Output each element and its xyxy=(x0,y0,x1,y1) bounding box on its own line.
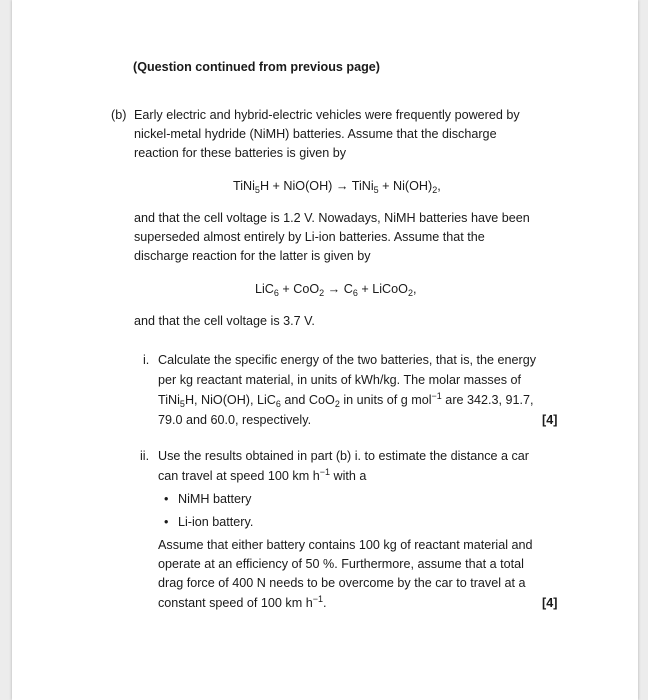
q-i-label: i. xyxy=(143,353,150,367)
q-ii-line-1: Use the results obtained in part (b) i. to estimate the distance a car xyxy=(158,449,530,463)
mid-line-3: discharge reaction for the latter is given by xyxy=(134,249,371,263)
q-i-line-3: TiNi$_5$H, NiO(OH), LiC$_6$ and CoO$_2$ in units of g mol$^{-1}$ are 342.3, 91.7, xyxy=(158,391,534,409)
reaction-arrow: → xyxy=(324,282,344,296)
q-ii-para-line-1: Assume that either battery contains 100 kg of reactant material and xyxy=(158,538,533,552)
q-ii-last-line: constant speed of 100 km $h^{-1}$. xyxy=(158,594,327,610)
reaction-arrow: → xyxy=(335,179,349,193)
equation-li-ion: $LiC_6 + CoO_2 \to C_6$ + LiCoO$_2$, xyxy=(255,282,417,298)
mid-line-1: and that the cell voltage is 1.2 V. Nowadays, NiMH batteries have been xyxy=(134,211,530,225)
q-i-marks: [4] xyxy=(542,413,558,427)
continued-header: (Question continued from previous page) xyxy=(133,60,380,74)
intro-line-2: nickel-metal hydride (NiMH) batteries. Assume that the discharge xyxy=(134,127,497,141)
bullet-icon: • xyxy=(164,515,169,529)
equation-nimh: TiNi$_5$H + NiO(OH) → TiNi$_5$ + $Ni(OH)_2$, xyxy=(233,179,441,195)
q-ii-para-line-3: drag force of 400 N needs to be overcome by the car to travel at a xyxy=(158,576,526,590)
bullet-item-nimh: NiMH battery xyxy=(178,492,252,506)
q-ii-line-2: can travel at speed 100 km $h^{-1}$ with a xyxy=(158,467,367,483)
intro-line-3: reaction for these batteries is given by xyxy=(134,146,347,160)
bullet-icon: • xyxy=(164,492,169,506)
q-ii-para-line-2: operate at an efficiency of 50 %. Furthermore, assume that a total xyxy=(158,557,524,571)
bullet-item-li-ion: Li-ion battery. xyxy=(178,515,254,529)
q-ii-label: ii. xyxy=(140,449,150,463)
part-b-label: (b) xyxy=(111,108,127,122)
q-i-line-1: Calculate the specific energy of the two batteries, that is, the energy xyxy=(158,353,537,367)
q-i-line-4: 79.0 and 60.0, respectively. xyxy=(158,413,312,427)
intro-line-1: Early electric and hybrid-electric vehicles were frequently powered by xyxy=(134,108,520,122)
q-i-line-2: per kg reactant material, in units of kWh/kg. The molar masses of xyxy=(158,373,522,387)
mid-line-2: superseded almost entirely by Li-ion batteries. Assume that the xyxy=(134,230,485,244)
voltage-line: and that the cell voltage is 3.7 V. xyxy=(134,314,315,328)
q-ii-marks: [4] xyxy=(542,596,558,610)
document-page xyxy=(12,0,638,700)
